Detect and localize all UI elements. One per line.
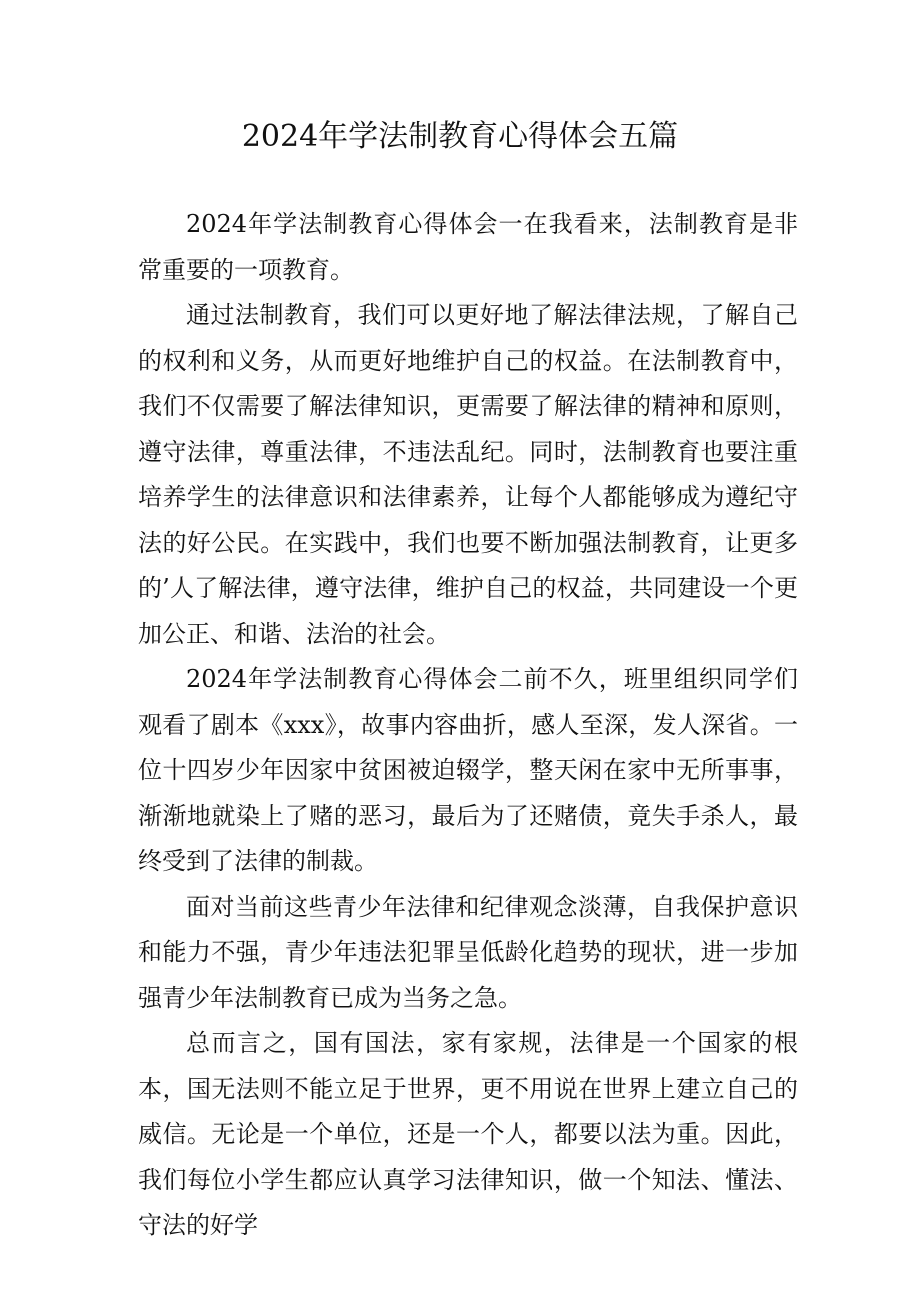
paragraph-5: 总而言之，国有国法，家有家规，法律是一个国家的根本，国无法则不能立足于世界，更不用说在世界上建立自己的威信。无论是一个单位，还是一个人，都要以法为重。因此，我们每位小学生都应认真学习法律知识，做一个知法、懂法、守法的好学 (138, 1029, 798, 1239)
document-body (138, 202, 798, 1249)
paragraph-2: 通过法制教育，我们可以更好地了解法律法规，了解自己的权利和义务，从而更好地维护自己的权益。在法制教育中，我们不仅需要了解法律知识，更需要了解法律的精神和原则，遵守法律，尊重法律，不违法乱纪。同时，法制教育也要注重培养学生的法律意识和法律素养，让每个人都能够成为遵纪守法的好公民。在实践中，我们也要不断加强法制教育，让更多的’人了解法律，遵守法律，维护自己的权益，共同建设一个更加公正、和谐、法治的社会。 (138, 301, 798, 648)
paragraph-3: 2024年学法制教育心得体会二前不久，班里组织同学们观看了剧本《xxx》，故事内容曲折，感人至深，发人深省。一位十四岁少年因家中贫困被迫辍学，整天闲在家中无所事事，渐渐地就染上了赌的恶习，最后为了还赌债，竟失手杀人，最终受到了法律的制裁。 (138, 665, 798, 875)
paragraph-1: 2024年学法制教育心得体会一在我看来，法制教育是非常重要的一项教育。 (138, 210, 798, 284)
paragraph-4: 面对当前这些青少年法律和纪律观念淡薄，自我保护意识和能力不强，青少年违法犯罪呈低龄化趋势的现状，进一步加强青少年法制教育已成为当务之急。 (138, 892, 798, 1012)
document-title: 2024年学法制教育心得体会五篇 (241, 119, 679, 154)
